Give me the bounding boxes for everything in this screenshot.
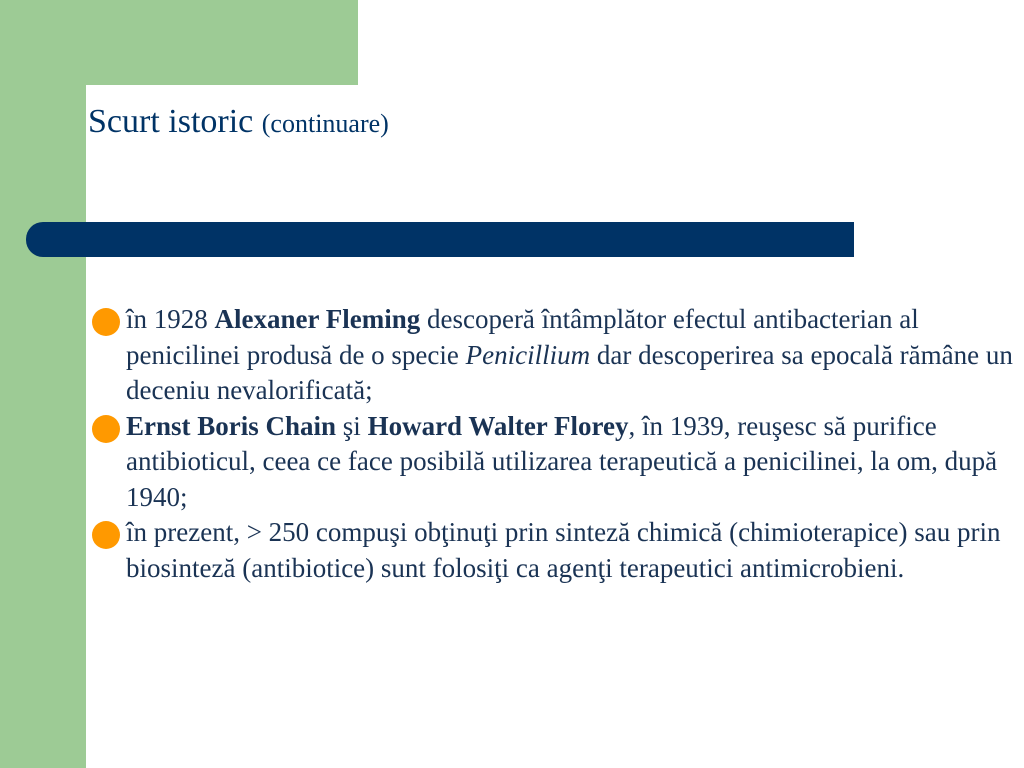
bullet-item-3	[92, 515, 1020, 586]
bullet-dot-icon	[92, 415, 120, 443]
bullet-dot-icon	[92, 308, 120, 336]
person-name: Ernst Boris Chain	[126, 410, 337, 441]
bullet-item-1	[92, 302, 1020, 409]
slide-title	[88, 103, 389, 140]
side-panel-left	[0, 0, 86, 768]
person-name: Howard Walter Florey	[367, 410, 629, 441]
title-divider-bar	[26, 222, 854, 257]
bullet-dot-icon	[92, 521, 120, 549]
person-name: Alexaner Fleming	[214, 304, 421, 334]
text-run: în prezent, > 250 compuşi obţinuţi prin sinteză chimică (chimioterapice) sau prin biosinteză (antibiotice) sunt folosiţi ca agenţi terapeutici antimicrobieni.	[126, 517, 1001, 583]
text-run: descoperă întâmplător efectul antibacterian al penicilinei produsă de o specie	[126, 304, 919, 370]
title-sub: (continuare)	[261, 109, 389, 138]
text-run: , în 1939, reuşesc să purifice antibioticul, ceea ce face posibilă utilizarea terapeutică a penicilinei, la om, după 1940;	[126, 410, 998, 512]
side-panel-top	[86, 0, 358, 85]
text-run: în 1928	[126, 304, 215, 334]
text-run: dar descoperirea sa epocală rămâne un deceniu nevalorificată;	[126, 339, 1013, 405]
text-run: şi	[336, 410, 368, 441]
bullet-item-2	[92, 409, 1020, 516]
species-name: Penicillium	[465, 339, 591, 370]
slide-content	[92, 302, 1020, 586]
title-main: Scurt istoric	[88, 103, 254, 140]
